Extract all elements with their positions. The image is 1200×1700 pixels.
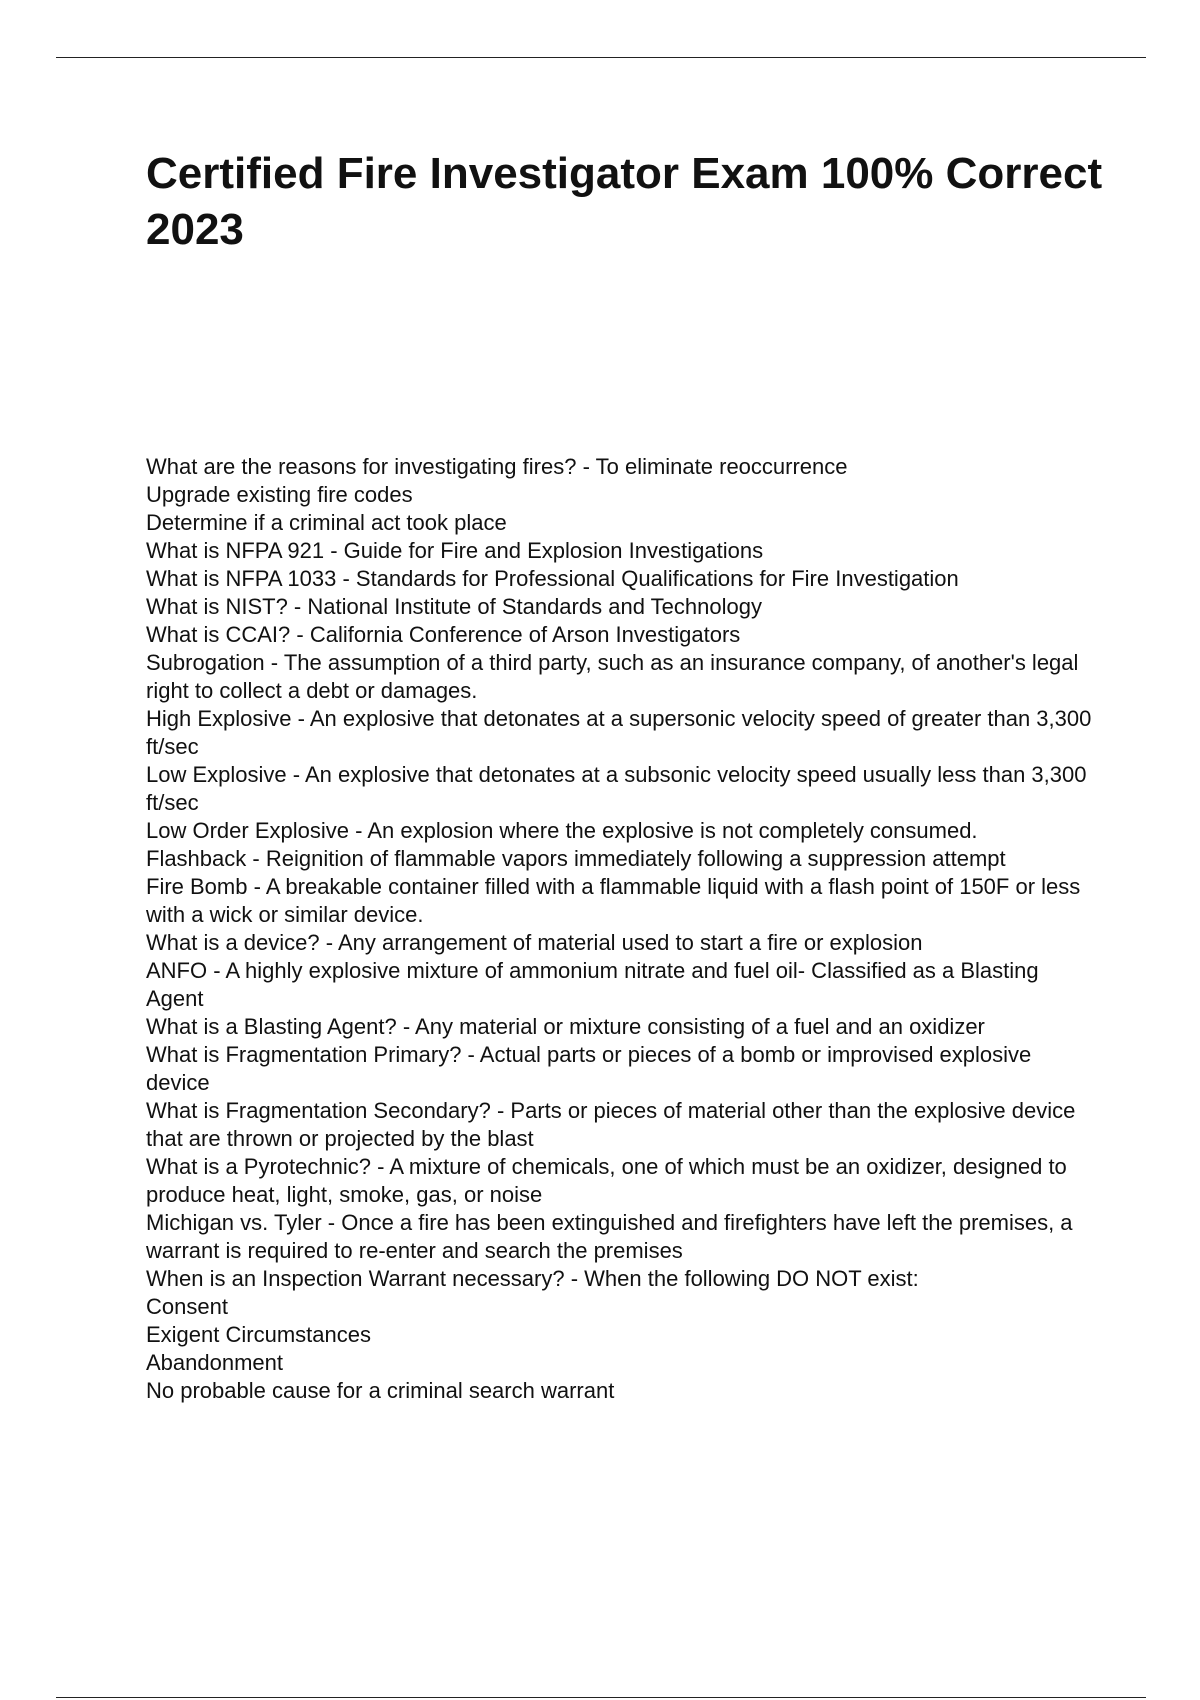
question-text: What is NFPA 1033 <box>146 566 337 591</box>
question-separator: - <box>324 538 344 563</box>
qa-entry <box>146 929 1096 957</box>
answer-line: No probable cause for a criminal search warrant <box>146 1378 615 1403</box>
question-separator: - <box>319 930 338 955</box>
answer-text: National Institute of Standards and Technology <box>307 594 762 619</box>
answer-line: Abandonment <box>146 1350 283 1375</box>
question-separator: - <box>321 1210 342 1235</box>
question-text: When is an Inspection Warrant necessary? <box>146 1266 565 1291</box>
question-text: What is a Blasting Agent? <box>146 1014 397 1039</box>
qa-entry <box>146 621 1096 649</box>
qa-entry <box>146 1013 1096 1041</box>
document-title: Certified Fire Investigator Exam 100% Correct 2023 <box>146 149 1103 254</box>
qa-entry <box>146 1041 1096 1097</box>
question-separator: - <box>264 650 284 675</box>
answer-text: Any arrangement of material used to start a fire or explosion <box>337 930 923 955</box>
answer-text: Actual parts or pieces of a bomb or improvised explosive device <box>146 1042 1038 1095</box>
qa-entry <box>146 537 1096 565</box>
qa-entry <box>146 565 1096 593</box>
question-separator: - <box>286 762 305 787</box>
question-separator: - <box>396 1014 416 1039</box>
answer-text: An explosive that detonates at a supersonic velocity speed of greater than 3,300 ft/sec <box>146 706 1098 759</box>
question-separator: - <box>370 1154 390 1179</box>
question-text: Subrogation <box>146 650 265 675</box>
answer-text: California Conference of Arson Investigators <box>309 622 741 647</box>
qa-entry <box>146 1265 1096 1405</box>
qa-entry <box>146 593 1096 621</box>
question-separator: - <box>291 706 310 731</box>
qa-entry <box>146 957 1096 1013</box>
answer-line: Consent <box>146 1294 228 1319</box>
qa-entry <box>146 873 1096 929</box>
question-text: What is a Pyrotechnic? <box>146 1154 371 1179</box>
qa-list <box>146 453 1096 1405</box>
question-separator: - <box>287 594 308 619</box>
question-text: What is a device? <box>146 930 320 955</box>
question-text: ANFO <box>146 958 208 983</box>
question-separator: - <box>290 622 310 647</box>
question-separator: - <box>336 566 356 591</box>
question-separator: - <box>490 1098 511 1123</box>
qa-entry <box>146 845 1096 873</box>
answer-line: Upgrade existing fire codes <box>146 482 413 507</box>
qa-entry <box>146 761 1096 817</box>
question-separator: - <box>247 874 266 899</box>
question-text: Michigan vs. Tyler <box>146 1210 322 1235</box>
question-separator: - <box>348 818 368 843</box>
question-text: What is Fragmentation Primary? <box>146 1042 462 1067</box>
qa-entry <box>146 649 1096 705</box>
answer-text: Guide for Fire and Explosion Investigations <box>343 538 764 563</box>
question-text: What is CCAI? <box>146 622 291 647</box>
answer-text: An explosive that detonates at a subsonic velocity speed usually less than 3,300 ft/sec <box>146 762 1093 815</box>
question-separator: - <box>207 958 226 983</box>
question-text: Low Explosive <box>146 762 287 787</box>
question-text: What are the reasons for investigating fires? <box>146 454 577 479</box>
answer-text: Once a fire has been extinguished and firefighters have left the premises, a warrant is required to re-enter and search the premises <box>146 1210 1079 1263</box>
header-rule <box>56 57 1146 58</box>
answer-text: Any material or mixture consisting of a fuel and an oxidizer <box>415 1014 985 1039</box>
answer-line: Exigent Circumstances <box>146 1322 371 1347</box>
question-separator: - <box>576 454 596 479</box>
answer-line: Determine if a criminal act took place <box>146 510 507 535</box>
qa-entry <box>146 453 1096 537</box>
answer-text: Standards for Professional Qualifications for Fire Investigation <box>355 566 959 591</box>
question-text: What is NFPA 921 <box>146 538 325 563</box>
answer-text: The assumption of a third party, such as an insurance company, of another's legal right to collect a debt or damages. <box>146 650 1085 703</box>
qa-entry <box>146 705 1096 761</box>
answer-text: Parts or pieces of material other than the explosive device that are thrown or projected by the blast <box>146 1098 1082 1151</box>
question-separator: - <box>461 1042 480 1067</box>
footer-rule <box>56 1697 1146 1698</box>
qa-entry <box>146 1209 1096 1265</box>
question-separator: - <box>246 846 266 871</box>
qa-entry <box>146 1153 1096 1209</box>
question-separator: - <box>564 1266 585 1291</box>
answer-text: To eliminate reoccurrence <box>595 454 848 479</box>
question-text: What is Fragmentation Secondary? <box>146 1098 491 1123</box>
answer-text: A breakable container filled with a flammable liquid with a flash point of 150F or less with a wick or similar device. <box>146 874 1087 927</box>
answer-text: When the following DO NOT exist: <box>584 1266 919 1291</box>
answer-text: An explosion where the explosive is not completely consumed. <box>367 818 978 843</box>
question-text: Low Order Explosive <box>146 818 349 843</box>
question-text: Fire Bomb <box>146 874 248 899</box>
qa-entry <box>146 1097 1096 1153</box>
answer-text: Reignition of flammable vapors immediately following a suppression attempt <box>265 846 1006 871</box>
question-text: What is NIST? <box>146 594 288 619</box>
question-text: High Explosive <box>146 706 292 731</box>
answer-text: A mixture of chemicals, one of which must be an oxidizer, designed to produce heat, light, smoke, gas, or noise <box>146 1154 1073 1207</box>
qa-entry <box>146 817 1096 845</box>
answer-text: A highly explosive mixture of ammonium nitrate and fuel oil- Classified as a Blasting Agent <box>146 958 1044 1011</box>
question-text: Flashback <box>146 846 247 871</box>
